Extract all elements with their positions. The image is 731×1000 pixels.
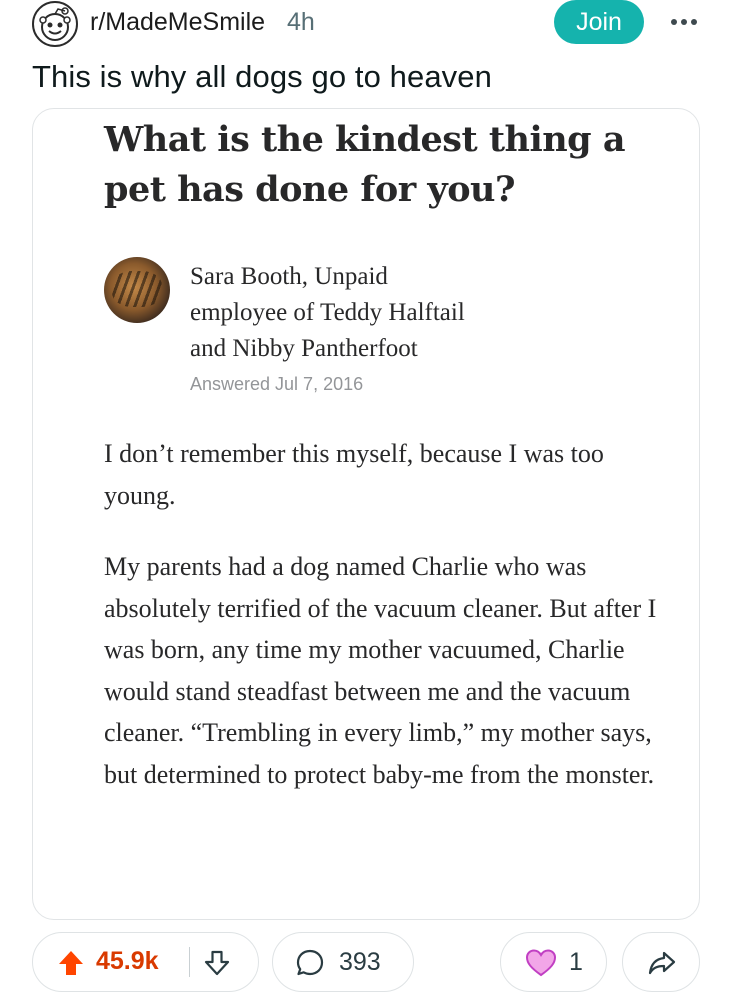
author-avatar — [104, 257, 170, 323]
downvote-icon[interactable] — [203, 949, 231, 977]
post-image[interactable] — [32, 108, 700, 920]
share-button[interactable] — [622, 932, 700, 992]
answer-paragraph: My parents had a dog named Charlie who was absolutely terrified of the vacuum cleaner. But after I was born, any time my mother vacuumed, Charlie would stand steadfast between me and the vacuum cleaner. “Trembling in every limb,” my mother says, but determined to protect baby-me from the monster. — [104, 552, 657, 789]
subreddit-avatar-icon[interactable] — [32, 1, 78, 47]
comments-button[interactable] — [272, 932, 414, 992]
author-line: employee of Teddy Halftail — [190, 299, 465, 326]
answer-paragraph: I don’t remember this myself, because I was too young. — [104, 439, 604, 510]
post-header — [0, 0, 731, 54]
comment-icon — [295, 948, 325, 978]
post-title[interactable]: This is why all dogs go to heaven — [32, 59, 492, 94]
post-age: 4h — [287, 8, 315, 36]
author-line: and Nibby Pantherfoot — [190, 335, 418, 362]
heart-award-icon — [525, 948, 557, 978]
join-button[interactable]: Join — [554, 0, 644, 44]
upvote-icon[interactable] — [57, 949, 85, 977]
vote-divider — [189, 947, 190, 977]
subreddit-name[interactable]: r/MadeMeSmile — [90, 8, 266, 36]
author-line: Sara Booth, Unpaid — [190, 263, 388, 290]
award-count: 1 — [569, 948, 583, 976]
question-title: What is the kindest thing a pet has done for you? — [104, 119, 626, 210]
more-dots-icon[interactable] — [662, 2, 706, 42]
award-button[interactable] — [500, 932, 607, 992]
share-icon — [647, 948, 677, 978]
author-credential — [190, 259, 630, 367]
answered-date: Answered Jul 7, 2016 — [190, 374, 364, 394]
comment-count: 393 — [339, 948, 381, 976]
vote-score: 45.9k — [96, 947, 159, 975]
vote-bar — [32, 932, 259, 992]
